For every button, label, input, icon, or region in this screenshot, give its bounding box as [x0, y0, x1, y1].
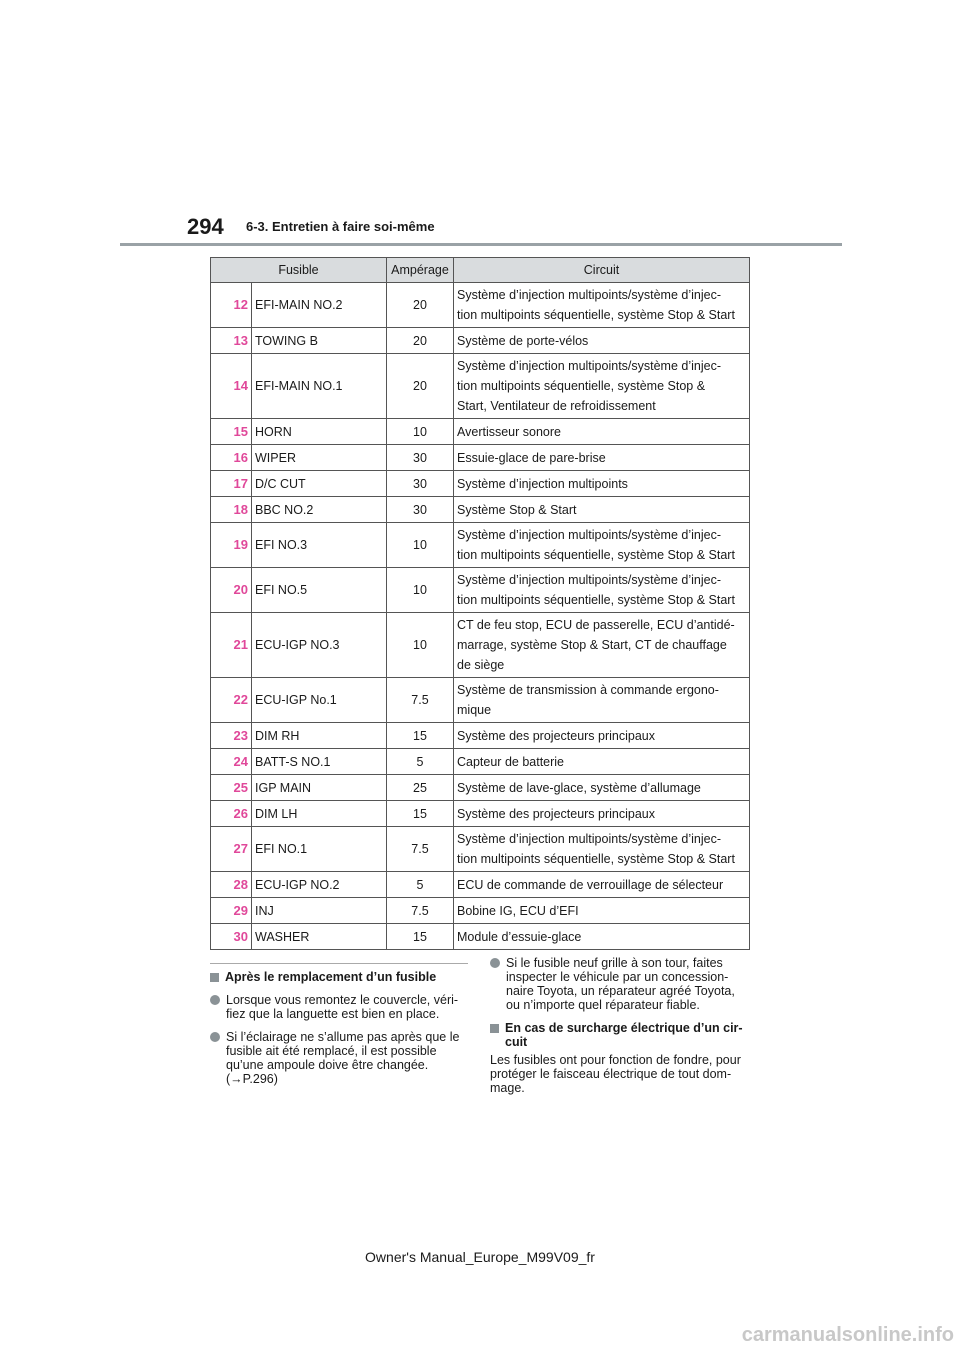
left-bullet-1-text: Lorsque vous remontez le couvercle, véri- fiez que la languette est bien en place.	[226, 993, 459, 1021]
table-row	[211, 328, 750, 354]
fuse-number: 20	[211, 568, 252, 613]
right-heading	[490, 1021, 752, 1049]
fuse-name: EFI-MAIN NO.2	[252, 283, 387, 328]
square-bullet-icon	[490, 1024, 499, 1033]
fuse-name: EFI NO.5	[252, 568, 387, 613]
fuse-number: 14	[211, 354, 252, 419]
fuse-amperage: 25	[387, 775, 454, 801]
fuse-number: 13	[211, 328, 252, 354]
fuse-amperage: 7.5	[387, 898, 454, 924]
fuse-number: 23	[211, 723, 252, 749]
table-header-row	[211, 258, 750, 283]
table-row	[211, 678, 750, 723]
table-row	[211, 445, 750, 471]
fuse-name: HORN	[252, 419, 387, 445]
fuse-amperage: 20	[387, 283, 454, 328]
page-number: 294	[187, 214, 224, 239]
fuse-circuit: Module d’essuie-glace	[454, 924, 750, 950]
fuse-amperage: 15	[387, 723, 454, 749]
table-row	[211, 497, 750, 523]
fuse-circuit: Système des projecteurs principaux	[454, 723, 750, 749]
fuse-name: DIM RH	[252, 723, 387, 749]
section-divider	[210, 963, 468, 964]
fuse-amperage: 5	[387, 749, 454, 775]
footer-text: Owner's Manual_Europe_M99V09_fr	[365, 1249, 595, 1265]
fuse-number: 25	[211, 775, 252, 801]
fuse-circuit: Capteur de batterie	[454, 749, 750, 775]
fuse-circuit: Système d’injection multipoints	[454, 471, 750, 497]
fuse-number: 28	[211, 872, 252, 898]
fuse-circuit: Bobine IG, ECU d’EFI	[454, 898, 750, 924]
fuse-circuit: Essuie-glace de pare-brise	[454, 445, 750, 471]
fuse-number: 24	[211, 749, 252, 775]
fuse-circuit: Système Stop & Start	[454, 497, 750, 523]
fuse-number: 26	[211, 801, 252, 827]
fuse-name: WASHER	[252, 924, 387, 950]
fuse-number: 17	[211, 471, 252, 497]
right-bullet-text: Si le fusible neuf grille à son tour, faites inspecter le véhicule par un concession- naire Toyota, un réparateur agréé Toyota, ou n’importe quel réparateur fiable.	[506, 956, 735, 1012]
right-column	[490, 956, 752, 1095]
fuse-amperage: 10	[387, 613, 454, 678]
fuse-amperage: 15	[387, 924, 454, 950]
fuse-amperage: 30	[387, 445, 454, 471]
header-rule	[120, 243, 842, 246]
fuse-name: TOWING B	[252, 328, 387, 354]
fuse-circuit: Avertisseur sonore	[454, 419, 750, 445]
fuse-circuit: Système des projecteurs principaux	[454, 801, 750, 827]
fuse-circuit: ECU de commande de verrouillage de sélecteur	[454, 872, 750, 898]
fuse-name: ECU-IGP NO.2	[252, 872, 387, 898]
fuse-name: ECU-IGP NO.3	[252, 613, 387, 678]
fuse-amperage: 7.5	[387, 678, 454, 723]
fuse-circuit: Système de lave-glace, système d’allumage	[454, 775, 750, 801]
fuse-name: IGP MAIN	[252, 775, 387, 801]
fuse-number: 29	[211, 898, 252, 924]
round-bullet-icon	[210, 995, 220, 1005]
fuse-number: 27	[211, 827, 252, 872]
fuse-amperage: 7.5	[387, 827, 454, 872]
fuse-name: EFI-MAIN NO.1	[252, 354, 387, 419]
fuse-circuit: Système d’injection multipoints/système d’injec- tion multipoints séquentielle, système Stop & Start	[454, 568, 750, 613]
square-bullet-icon	[210, 973, 219, 982]
fuse-name: ECU-IGP No.1	[252, 678, 387, 723]
left-bullet-2	[210, 1030, 470, 1086]
left-heading	[210, 970, 470, 984]
round-bullet-icon	[210, 1032, 220, 1042]
table-row	[211, 723, 750, 749]
left-bullet-1	[210, 993, 470, 1021]
fuse-number: 16	[211, 445, 252, 471]
table-row	[211, 568, 750, 613]
fuse-name: DIM LH	[252, 801, 387, 827]
fuse-amperage: 20	[387, 354, 454, 419]
fuse-name: D/C CUT	[252, 471, 387, 497]
fuse-table	[210, 257, 750, 950]
table-row	[211, 471, 750, 497]
table-body	[211, 283, 750, 950]
fuse-name: BATT-S NO.1	[252, 749, 387, 775]
table-row	[211, 613, 750, 678]
fuse-amperage: 30	[387, 471, 454, 497]
fuse-amperage: 10	[387, 568, 454, 613]
fuse-circuit: Système de porte-vélos	[454, 328, 750, 354]
column-header-circuit: Circuit	[454, 258, 750, 283]
fuse-circuit: Système d’injection multipoints/système d’injec- tion multipoints séquentielle, système Stop & Start	[454, 283, 750, 328]
table-row	[211, 872, 750, 898]
fuse-amperage: 10	[387, 419, 454, 445]
round-bullet-icon	[490, 958, 500, 968]
table-row	[211, 749, 750, 775]
right-heading-text: En cas de surcharge électrique d’un cir- cuit	[505, 1021, 743, 1049]
table-row	[211, 898, 750, 924]
fuse-amperage: 10	[387, 523, 454, 568]
watermark: carmanualsonline.info	[741, 1324, 954, 1346]
right-bullet	[490, 956, 752, 1012]
fuse-number: 15	[211, 419, 252, 445]
table-row	[211, 283, 750, 328]
left-heading-text: Après le remplacement d’un fusible	[225, 970, 437, 984]
table-row	[211, 354, 750, 419]
fuse-name: EFI NO.3	[252, 523, 387, 568]
section-title: 6-3. Entretien à faire soi-même	[246, 219, 435, 234]
fuse-amperage: 30	[387, 497, 454, 523]
column-header-amperage: Ampérage	[387, 258, 454, 283]
table-row	[211, 523, 750, 568]
fuse-number: 19	[211, 523, 252, 568]
fuse-number: 30	[211, 924, 252, 950]
fuse-name: BBC NO.2	[252, 497, 387, 523]
fuse-circuit: CT de feu stop, ECU de passerelle, ECU d’antidé- marrage, système Stop & Start, CT de chauffage de siège	[454, 613, 750, 678]
fuse-name: EFI NO.1	[252, 827, 387, 872]
right-paragraph: Les fusibles ont pour fonction de fondre, pour protéger le faisceau électrique de tout dom- mage.	[490, 1053, 741, 1095]
column-header-fusible: Fusible	[211, 258, 387, 283]
table-row	[211, 801, 750, 827]
table-row	[211, 775, 750, 801]
fuse-circuit: Système d’injection multipoints/système d’injec- tion multipoints séquentielle, système Stop & Start	[454, 827, 750, 872]
table-row	[211, 419, 750, 445]
fuse-name: INJ	[252, 898, 387, 924]
left-bullet-2-text: Si l’éclairage ne s’allume pas après que le fusible ait été remplacé, il est possible qu’une ampoule doive être changée. (→P.296)	[226, 1030, 460, 1086]
fuse-name: WIPER	[252, 445, 387, 471]
fuse-number: 18	[211, 497, 252, 523]
fuse-number: 22	[211, 678, 252, 723]
left-column	[210, 970, 470, 1095]
fuse-number: 12	[211, 283, 252, 328]
fuse-circuit: Système d’injection multipoints/système d’injec- tion multipoints séquentielle, système Stop & Start, Ventilateur de refroidissement	[454, 354, 750, 419]
fuse-amperage: 15	[387, 801, 454, 827]
fuse-number: 21	[211, 613, 252, 678]
table-row	[211, 924, 750, 950]
table-row	[211, 827, 750, 872]
fuse-circuit: Système d’injection multipoints/système d’injec- tion multipoints séquentielle, système Stop & Start	[454, 523, 750, 568]
fuse-circuit: Système de transmission à commande ergono- mique	[454, 678, 750, 723]
fuse-amperage: 5	[387, 872, 454, 898]
fuse-amperage: 20	[387, 328, 454, 354]
